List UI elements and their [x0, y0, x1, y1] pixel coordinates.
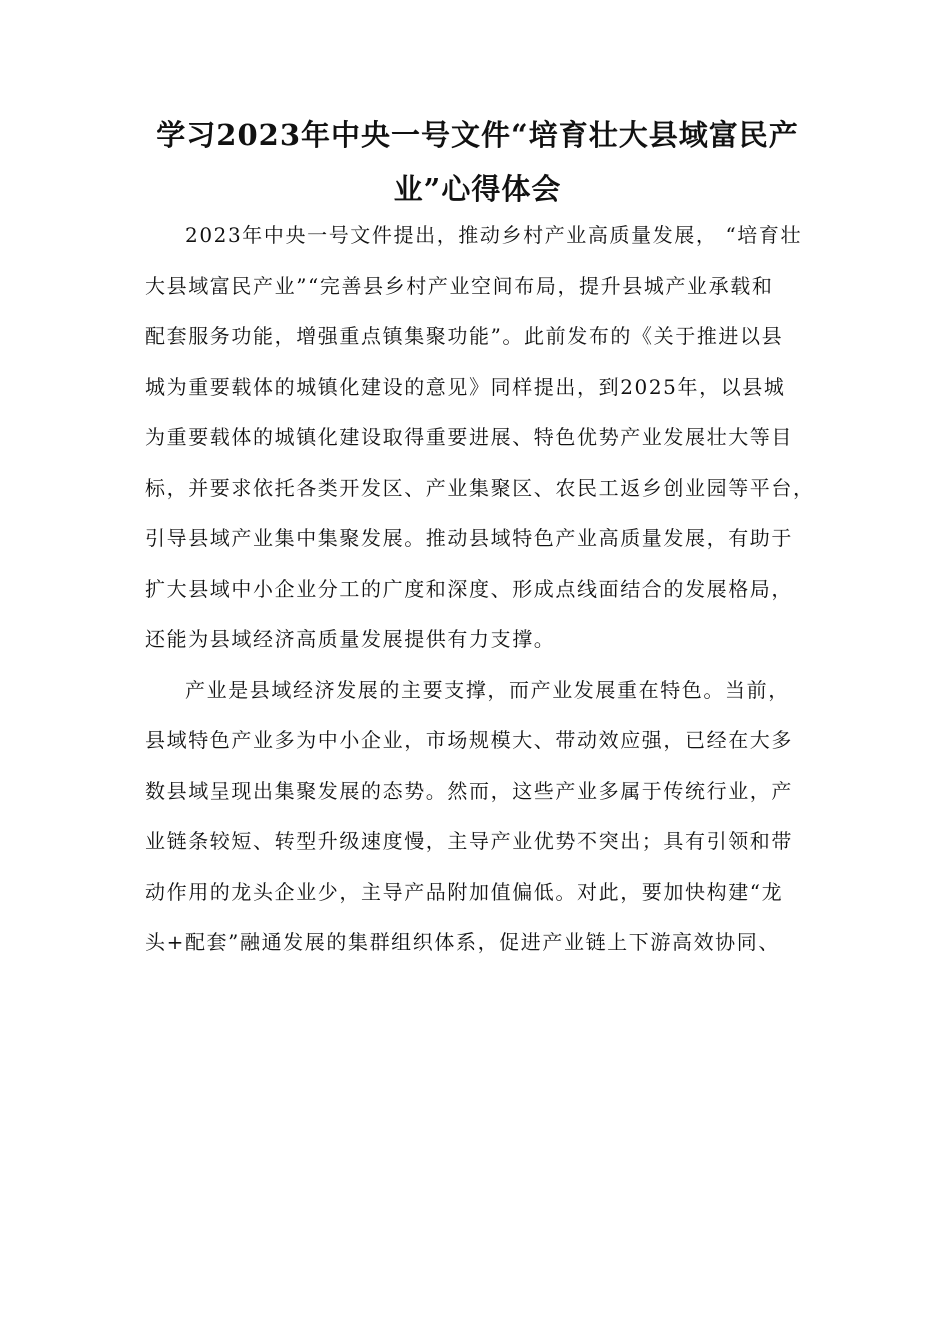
paragraph-line: 动作用的龙头企业少，主导产品附加值偏低。对此，要加快构建“龙 [145, 879, 784, 904]
paragraph-line: 配套服务功能，增强重点镇集聚功能”。此前发布的《关于推进以县 [145, 324, 784, 348]
document-title [145, 108, 810, 216]
paragraph-1 [145, 210, 815, 665]
paragraph-line: 县域特色产业多为中小企业，市场规模大、带动效应强，已经在大多 [145, 728, 793, 752]
paragraph-line: 头+配套”融通发展的集群组织体系，促进产业链上下游高效协同、 [145, 930, 780, 954]
paragraph-line: 产业是县域经济发展的主要支撑，而产业发展重在特色。当前， [185, 677, 790, 702]
title-line-2: 业”心得体会 [393, 172, 562, 206]
paragraph-line: 引导县域产业集中集聚发展。推动县域特色产业高质量发展，有助于 [145, 526, 793, 550]
paragraph-line: 2023年中央一号文件提出，推动乡村产业高质量发展， “培育壮 [185, 223, 803, 247]
paragraph-line: 大县域富民产业”“完善县乡村产业空间布局，提升县城产业承载和 [145, 273, 774, 298]
paragraph-line: 标，并要求依托各类开发区、产业集聚区、农民工返乡创业园等平台， [145, 475, 815, 500]
paragraph-line: 业链条较短、转型升级速度慢，主导产业优势不突出；具有引领和带 [145, 829, 793, 853]
paragraph-2 [145, 665, 815, 968]
paragraph-line: 还能为县域经济高质量发展提供有力支撑。 [145, 627, 556, 651]
paragraph-line: 数县域呈现出集聚发展的态势。然而，这些产业多属于传统行业，产 [145, 778, 793, 803]
paragraph-line: 城为重要载体的城镇化建设的意见》同样提出，到2025年，以县城 [145, 374, 786, 399]
title-line-1: 学习2023年中央一号文件“培育壮大县域富民产 [156, 118, 799, 152]
paragraph-line: 为重要载体的城镇化建设取得重要进展、特色优势产业发展壮大等目 [145, 425, 793, 449]
document-body [145, 210, 815, 968]
paragraph-line: 扩大县域中小企业分工的广度和深度、形成点线面结合的发展格局， [145, 576, 793, 601]
